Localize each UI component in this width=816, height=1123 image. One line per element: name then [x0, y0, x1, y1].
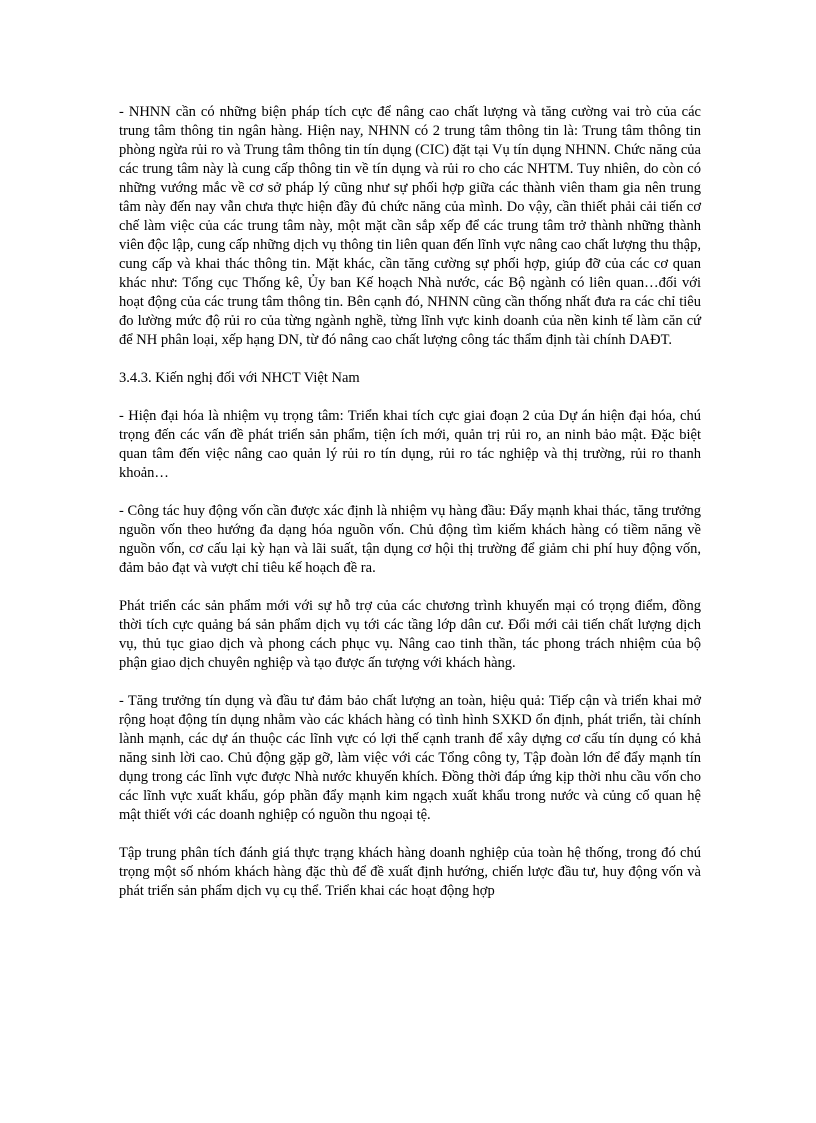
paragraph-modernization: - Hiện đại hóa là nhiệm vụ trọng tâm: Triển khai tích cực giai đoạn 2 của Dự án hiện đại hóa, chú trọng đến các vấn đề phát triển sản phẩm, tiện ích mới, quản trị rủi ro, an ninh bảo mật. Đặc biệt quan tâm đến việc nâng cao quản lý rủi ro tín dụng, rủi ro tác nghiệp và thị trường, rủi ro thanh khoản… — [119, 408, 701, 481]
paragraph-customer-analysis: Tập trung phân tích đánh giá thực trạng khách hàng doanh nghiệp của toàn hệ thống, trong đó chú trọng một số nhóm khách hàng đặc thù để đề xuất định hướng, chiến lược đầu tư, huy động vốn và phát triển sản phẩm dịch vụ cụ thể. Triển khai các hoạt động hợp — [119, 845, 701, 899]
paragraph-capital-mobilization: - Công tác huy động vốn cần được xác định là nhiệm vụ hàng đầu: Đẩy mạnh khai thác, tăng trưởng nguồn vốn theo hướng đa dạng hóa nguồn vốn. Chủ động tìm kiếm khách hàng có tiềm năng về nguồn vốn, cơ cấu lại kỳ hạn và lãi suất, tận dụng cơ hội thị trường để giảm chi phí huy động vốn, đảm bảo đạt và vượt chỉ tiêu kế hoạch đề ra. — [119, 503, 701, 576]
paragraph-credit-growth: - Tăng trưởng tín dụng và đầu tư đảm bảo chất lượng an toàn, hiệu quả: Tiếp cận và triển khai mở rộng hoạt động tín dụng nhằm vào các khách hàng có tình hình SXKD ổn định, phát triển, tài chính lành mạnh, các dự án thuộc các lĩnh vực có lợi thế cạnh tranh để xây dựng cơ cấu tín dụng có khả năng sinh lời cao. Chủ động gặp gỡ, làm việc với các Tổng công ty, Tập đoàn lớn để đẩy mạnh tín dụng trong các lĩnh vực được Nhà nước khuyến khích. Đồng thời đáp ứng kịp thời nhu cầu vốn cho các lĩnh vực xuất khẩu, góp phần đẩy mạnh kim ngạch xuất khẩu trong nước và củng cố quan hệ mật thiết với các doanh nghiệp có nguồn thu ngoại tệ. — [119, 693, 701, 823]
paragraph-new-products: Phát triển các sản phẩm mới với sự hỗ trợ của các chương trình khuyến mại có trọng điểm, đồng thời tích cực quảng bá sản phẩm dịch vụ tới các tầng lớp dân cư. Đổi mới cải tiến chất lượng dịch vụ, thủ tục giao dịch và phong cách phục vụ. Nâng cao tinh thần, tác phong trách nhiệm của bộ phận giao dịch chuyên nghiệp và tạo được ấn tượng với khách hàng. — [119, 598, 701, 671]
document-page — [119, 103, 701, 920]
section-heading-3-4-3: 3.4.3. Kiến nghị đối với NHCT Việt Nam — [119, 370, 360, 386]
paragraph-nhnn-info-centers: - NHNN cần có những biện pháp tích cực để nâng cao chất lượng và tăng cường vai trò của các trung tâm thông tin ngân hàng. Hiện nay, NHNN có 2 trung tâm thông tin là: Trung tâm thông tin phòng ngừa rủi ro và Trung tâm thông tin tín dụng (CIC) đặt tại Vụ tín dụng NHNN. Chức năng của các trung tâm này là cung cấp thông tin về tín dụng và rủi ro cho các NHTM. Tuy nhiên, do còn có những vướng mắc về cơ sở pháp lý cũng như sự phối hợp giữa các thành viên tham gia nên trung tâm này đến nay vẫn chưa thực hiện đầy đủ chức năng của mình. Do vậy, cần thiết phải cải tiến cơ chế làm việc của các trung tâm này, một mặt cần sắp xếp để các trung tâm trở thành những thành viên độc lập, cung cấp những dịch vụ thông tin liên quan đến lĩnh vực nâng cao chất lượng thu thập, cung cấp và khai thác thông tin. Mặt khác, cần tăng cường sự phối hợp, giúp đỡ của các cơ quan khác như: Tổng cục Thống kê, Ủy ban Kế hoạch Nhà nước, các Bộ ngành có liên quan…đối với hoạt động của các trung tâm thông tin. Bên cạnh đó, NHNN cũng cần thống nhất đưa ra các chỉ tiêu đo lường mức độ rủi ro của từng ngành nghề, từng lĩnh vực kinh doanh của nền kinh tế làm căn cứ để NH phân loại, xếp hạng DN, từ đó nâng cao chất lượng công tác thẩm định tài chính DAĐT. — [119, 104, 701, 348]
